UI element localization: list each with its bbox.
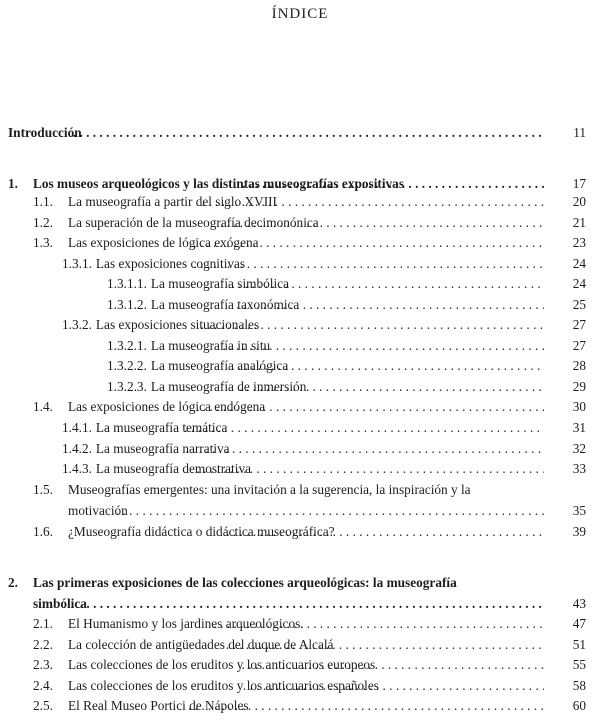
entry-number: 1.3.	[33, 235, 53, 250]
entry-number: 1.3.1.	[62, 256, 92, 271]
page-number: 58	[572, 678, 586, 693]
page-number: 27	[572, 317, 586, 332]
entry-number: 1.3.1.2.	[107, 297, 147, 312]
entry-number: 1.5.	[33, 482, 53, 497]
toc-entry[interactable]	[0, 397, 600, 417]
entry-label: La museografía analógica	[150, 358, 289, 373]
dot-leader	[201, 315, 544, 335]
entry-label: La museografía narrativa	[95, 441, 230, 456]
dot-leader	[236, 295, 544, 315]
page-number: 23	[572, 235, 586, 250]
dot-leader	[243, 676, 544, 696]
page-number: 39	[572, 524, 586, 539]
dot-leader	[220, 213, 544, 233]
entry-number: 1.3.2.3.	[107, 379, 147, 394]
page-number: 31	[572, 420, 586, 435]
toc-entry[interactable]	[0, 295, 600, 315]
entry-number: 1.	[8, 176, 18, 191]
entry-number: 1.4.1.	[62, 420, 92, 435]
toc-entry[interactable]	[0, 192, 600, 212]
entry-label: La museografía taxonómica	[150, 297, 300, 312]
entry-label: El Real Museo Portici de Nápoles	[68, 698, 249, 713]
dot-leader	[239, 377, 544, 397]
toc-entry[interactable]	[0, 696, 600, 716]
entry-number: 1.2.	[33, 215, 53, 230]
dot-leader	[116, 501, 544, 521]
dot-leader	[226, 635, 544, 655]
entry-label: Los museos arqueológicos y las distintas museografías expositivas	[33, 176, 404, 191]
page-number: 27	[572, 338, 586, 353]
entry-label: La museografía de inmersión	[150, 379, 307, 394]
dot-leader	[214, 614, 545, 634]
toc-entry[interactable]	[0, 459, 600, 479]
toc-entry[interactable]	[0, 635, 600, 655]
entry-number: 2.4.	[33, 678, 53, 693]
toc-entry[interactable]	[0, 356, 600, 376]
entry-number: 1.3.2.1.	[107, 338, 147, 353]
entry-number: 1.1.	[33, 194, 53, 209]
entry-label: El Humanismo y los jardines arqueológicos.	[68, 616, 304, 631]
entry-label: La superación de la museografía decimonónica	[68, 215, 319, 230]
toc-entry[interactable]	[0, 233, 600, 253]
entry-label: Las colecciones de los eruditos y los anticuarios europeos	[68, 657, 376, 672]
toc-entry[interactable]	[0, 573, 600, 593]
entry-label: Introducción	[8, 125, 82, 140]
entry-number: 1.3.1.1.	[107, 276, 147, 291]
entry-label: Las exposiciones cognitivas	[95, 256, 246, 271]
toc-entry[interactable]	[0, 418, 600, 438]
toc-entry[interactable]	[0, 655, 600, 675]
entry-number: 2.	[8, 575, 18, 590]
page-number: 43	[572, 596, 586, 611]
dot-leader	[80, 594, 544, 614]
toc-entry[interactable]	[0, 614, 600, 634]
page-number: 55	[572, 657, 586, 672]
toc-entry-continuation[interactable]	[0, 501, 600, 521]
entry-label: Las exposiciones de lógica endógena	[68, 399, 266, 414]
entry-number: 1.3.2.	[62, 317, 92, 332]
toc-entry[interactable]	[0, 480, 600, 500]
dot-leader	[194, 254, 544, 274]
toc-entry[interactable]	[0, 315, 600, 335]
entry-number: 2.3.	[33, 657, 53, 672]
entry-label: La museografía temática	[95, 420, 228, 435]
entry-label: La museografía simbólica	[150, 276, 289, 291]
page-number: 29	[572, 379, 586, 394]
dot-leader	[202, 192, 544, 212]
page-number: 20	[572, 194, 586, 209]
dot-leader	[73, 123, 544, 143]
page-number: 30	[572, 399, 586, 414]
page-number: 60	[572, 698, 586, 713]
page-number: 11	[573, 125, 586, 140]
entry-label: La colección de antigüedades del duque de Alcalá	[68, 637, 334, 652]
toc-entry[interactable]	[0, 336, 600, 356]
page-number: 24	[572, 256, 586, 271]
entry-label: Museografías emergentes: una invitación a la sugerencia, la inspiración y la	[68, 482, 471, 497]
toc-entry[interactable]	[0, 676, 600, 696]
entry-label: Las primeras exposiciones de las colecciones arqueológicas: la museografía	[33, 575, 457, 590]
dot-leader	[226, 522, 544, 542]
page-number: 17	[572, 176, 586, 191]
toc-entry[interactable]	[0, 522, 600, 542]
dot-leader	[185, 439, 544, 459]
page-number: 28	[572, 358, 586, 373]
entry-number: 1.6.	[33, 524, 53, 539]
toc-entry[interactable]	[0, 123, 600, 143]
entry-label-continued: motivación	[68, 503, 128, 518]
toc-entry[interactable]	[0, 174, 600, 194]
page-number: 24	[572, 276, 586, 291]
dot-leader	[184, 418, 544, 438]
entry-label-continued: simbólica	[33, 596, 87, 611]
dot-leader	[188, 696, 544, 716]
entry-label: La museografía in situ	[150, 338, 271, 353]
entry-label: La museografía a partir del siglo XVIII	[68, 194, 277, 209]
page-number: 21	[572, 215, 586, 230]
dot-leader	[196, 397, 544, 417]
entry-number: 2.1.	[33, 616, 53, 631]
toc-entry[interactable]	[0, 254, 600, 274]
entry-number: 2.5.	[33, 698, 53, 713]
entry-label: Las exposiciones de lógica exógena	[68, 235, 259, 250]
dot-leader	[242, 174, 544, 194]
page-number: 25	[572, 297, 586, 312]
toc-entry[interactable]	[0, 274, 600, 294]
page-number: 32	[572, 441, 586, 456]
page-number: 35	[572, 503, 586, 518]
dot-leader	[232, 274, 544, 294]
dot-leader	[242, 655, 544, 675]
entry-number: 1.4.2.	[62, 441, 92, 456]
entry-number: 1.4.3.	[62, 461, 92, 476]
entry-label: ¿Museografía didáctica o didáctica museográfica?	[68, 524, 335, 539]
dot-leader	[223, 336, 544, 356]
dot-leader	[231, 356, 544, 376]
toc-entry[interactable]	[0, 377, 600, 397]
entry-label: La museografía demostrativa	[95, 461, 251, 476]
entry-number: 2.2.	[33, 637, 53, 652]
page-title: ÍNDICE	[271, 6, 329, 22]
entry-label: Las colecciones de los eruditos y los anticuarios españoles	[68, 678, 379, 693]
entry-label: Las exposiciones situacionales	[95, 317, 260, 332]
toc-entry[interactable]	[0, 439, 600, 459]
entry-number: 1.3.2.2.	[107, 358, 147, 373]
page-number: 51	[572, 637, 586, 652]
dot-leader	[193, 233, 544, 253]
page-number: 47	[572, 616, 586, 631]
toc-entry-continuation[interactable]	[0, 594, 600, 614]
entry-number: 1.4.	[33, 399, 53, 414]
toc-entry[interactable]	[0, 213, 600, 233]
page-number: 33	[572, 461, 586, 476]
dot-leader	[197, 459, 544, 479]
